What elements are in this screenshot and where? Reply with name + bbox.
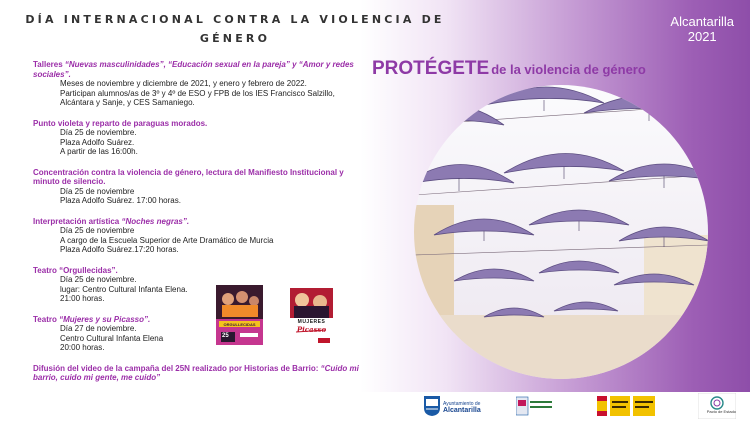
event-detail: 20:00 horas. [60, 343, 105, 352]
event-detail: lugar: Centro Cultural Infanta Elena. [60, 284, 188, 294]
event-detail: Día 25 de noviembre [60, 186, 135, 196]
event-item [33, 364, 363, 383]
slogan-sub: de la violencia de género [491, 62, 646, 77]
event-item [33, 217, 363, 255]
page-title: DÍA INTERNACIONAL CONTRA LA VIOLENCIA DE GÉNERO [25, 13, 445, 45]
event-title: Teatro “Orgullecidas”. [33, 265, 118, 275]
event-detail: Día 25 de noviembre [60, 226, 135, 235]
event-title: Punto violeta y reparto de paraguas morados. [33, 118, 208, 128]
picasso-line1: MUJERES [297, 319, 326, 325]
pacto-line2: de Estado [718, 409, 737, 414]
orgullecidas-title: ORGULLECIDAS [223, 322, 256, 327]
orgullecidas-poster [216, 285, 263, 345]
event-item [33, 60, 363, 108]
region-murcia-logo [516, 392, 556, 420]
town-name: Alcantarilla [670, 14, 734, 29]
event-detail: Día 25 de noviembre. [60, 275, 137, 284]
picasso-poster [288, 286, 335, 346]
event-detail: 21:00 horas. [60, 294, 105, 303]
event-title: Interpretación artística “Noches negras”. [33, 216, 190, 226]
ayuntamiento-line1: Ayuntamiento de [443, 401, 481, 407]
event-detail: A cargo de la Escuela Superior de Arte Dramático de Murcia [60, 235, 274, 245]
event-title: Talleres “Nuevas masculinidades”, “Educación sexual en la pareja” y “Amor y redes sociales”. [33, 60, 354, 79]
ayuntamiento-line2: Alcantarilla [443, 407, 481, 414]
ayuntamiento-logo [423, 392, 493, 420]
slogan-main: PROTÉGETE [372, 58, 490, 79]
pacto-line1: Pacto [706, 409, 717, 414]
event-detail: Centro Cultural Infanta Elena [60, 333, 164, 343]
event-title: Teatro “Mujeres y su Picasso”. [33, 314, 151, 324]
event-detail: Plaza Adolfo Suárez. 17:00 horas. [60, 196, 181, 205]
town-year: 2021 [687, 29, 717, 44]
town-label [670, 14, 734, 44]
event-detail: Plaza Adolfo Suárez.17:20 horas. [60, 245, 179, 254]
event-item [33, 168, 363, 206]
event-detail: Participan alumnos/as de 3º y 4º de ESO y FPB de los IES Francisco Salzillo, Alcántara y Sanje, y CES Samaniego. [60, 88, 335, 107]
picasso-line2: Picasso [296, 325, 327, 334]
event-detail: Día 25 de noviembre. [60, 128, 137, 137]
pacto-estado-logo [698, 392, 736, 420]
event-title: Difusión del video de la campaña del 25N realizado por Historias de Barrio: “Cuido mi barrio, cuido mi gente, me cuido” [33, 363, 359, 382]
event-detail: Día 27 de noviembre. [60, 324, 137, 333]
gobierno-espana-logo [597, 392, 657, 420]
slogan [372, 58, 646, 80]
umbrellas-photo [414, 85, 708, 379]
event-detail: Plaza Adolfo Suárez. [60, 137, 135, 147]
event-detail: Meses de noviembre y diciembre de 2021, y enero y febrero de 2022. [60, 79, 307, 88]
orgullecidas-badge: 25 [222, 333, 229, 339]
event-title: Concentración contra la violencia de género, lectura del Manifiesto Institucional y minuto de silencio. [33, 167, 344, 186]
event-item [33, 119, 363, 157]
event-detail: A partir de las 16:00h. [60, 147, 138, 156]
